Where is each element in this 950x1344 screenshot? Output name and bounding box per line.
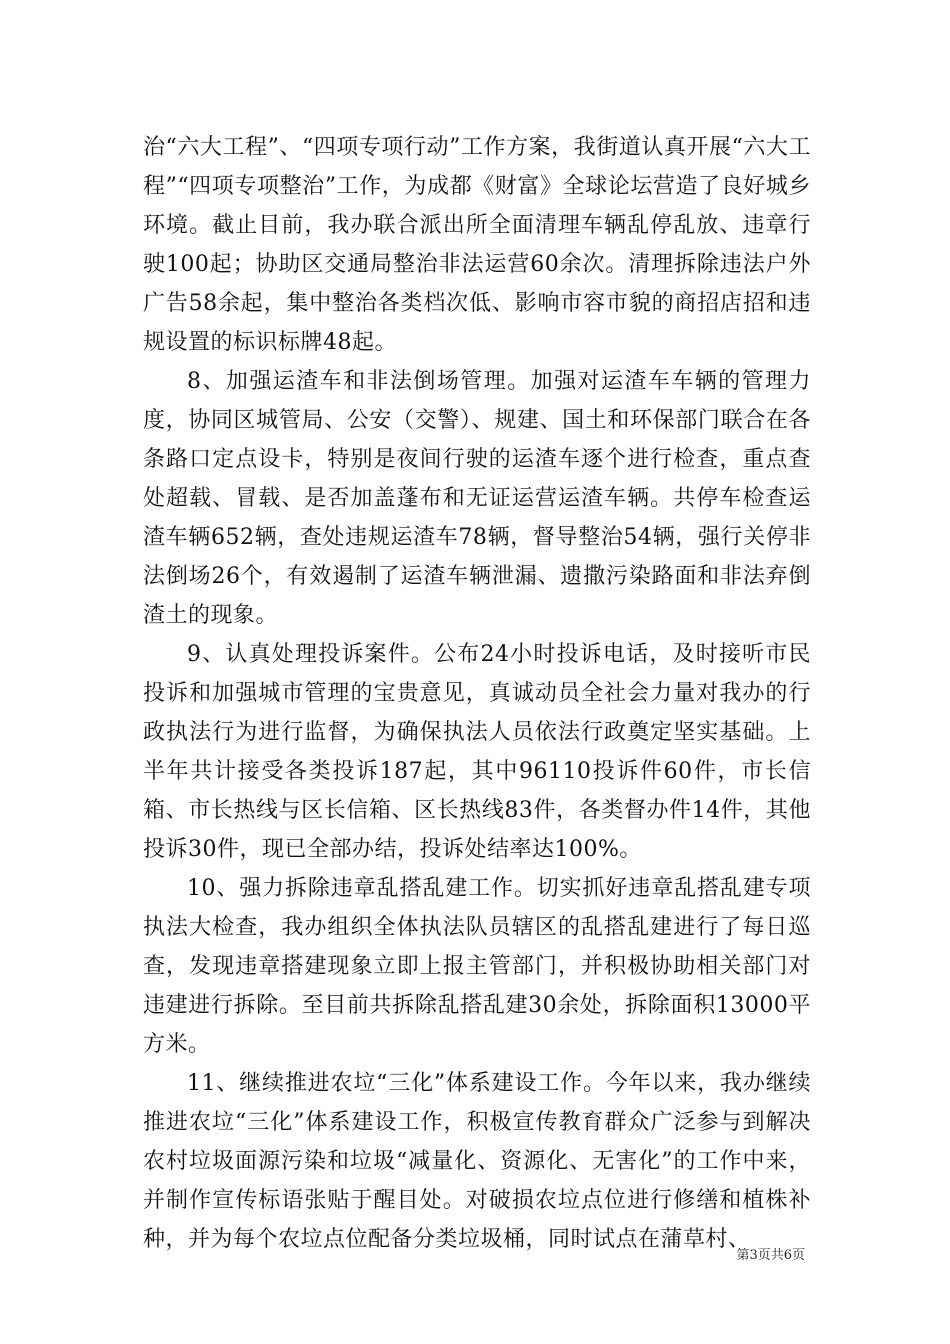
paragraph-item-11: 11、继续推进农垃“三化”体系建设工作。今年以来，我办继续推进农垃“三化”体系建设工作，积极宣传教育群众广泛参与到解决农村垃圾面源污染和垃圾“减量化、资源化、无害化”的工作中来，并制作宣传标语张贴于醒目处。对破损农垃点位进行修缮和植株补种，并为每个农垃点位配备分类垃圾桶，同时试点在蒲草村、 bbox=[143, 1071, 811, 1252]
paragraph-item-8: 8、加强运渣车和非法倒场管理。加强对运渣车车辆的管理力度，协同区城管局、公安（交警）、规建、国土和环保部门联合在各条路口定点设卡，特别是夜间行驶的运渣车逐个进行检查，重点查处超载、冒载、是否加盖蓬布和无证运营运渣车辆。共停车检查运渣车辆652辆，查处违规运渣车78辆，督导整治54辆，强行关停非法倒场26个，有效遏制了运渣车辆泄漏、遗撒污染路面和非法弃倒渣土的现象。 bbox=[143, 369, 811, 628]
document-body bbox=[143, 128, 811, 1259]
paragraph-continuation: 治“六大工程”、“四项专项行动”工作方案，我街道认真开展“六大工程”“四项专项整治”工作，为成都《财富》全球论坛营造了良好城乡环境。截止目前，我办联合派出所全面清理车辆乱停乱放、违章行驶100起；协助区交通局整治非法运营60余次。清理拆除违法户外广告58余起，集中整治各类档次低、影响市容市貌的商招店招和违规设置的标识标牌48起。 bbox=[143, 135, 811, 355]
paragraph-item-9: 9、认真处理投诉案件。公布24小时投诉电话，及时接听市民投诉和加强城市管理的宝贵意见，真诚动员全社会力量对我办的行政执法行为进行监督，为确保执法人员依法行政奠定坚实基础。上半年共计接受各类投诉187起，其中96110投诉件60件，市长信箱、市长热线与区长信箱、区长热线83件，各类督办件14件，其他投诉30件，现已全部办结，投诉处结率达100%。 bbox=[143, 642, 811, 862]
paragraph-item-10: 10、强力拆除违章乱搭乱建工作。切实抓好违章乱搭乱建专项执法大检查，我办组织全体执法队员辖区的乱搭乱建进行了每日巡查，发现违章搭建现象立即上报主管部门，并积极协助相关部门对违建进行拆除。至目前共拆除乱搭乱建30余处，拆除面积13000平方米。 bbox=[143, 876, 811, 1057]
page-number: 第3页共6页 bbox=[736, 1248, 805, 1263]
